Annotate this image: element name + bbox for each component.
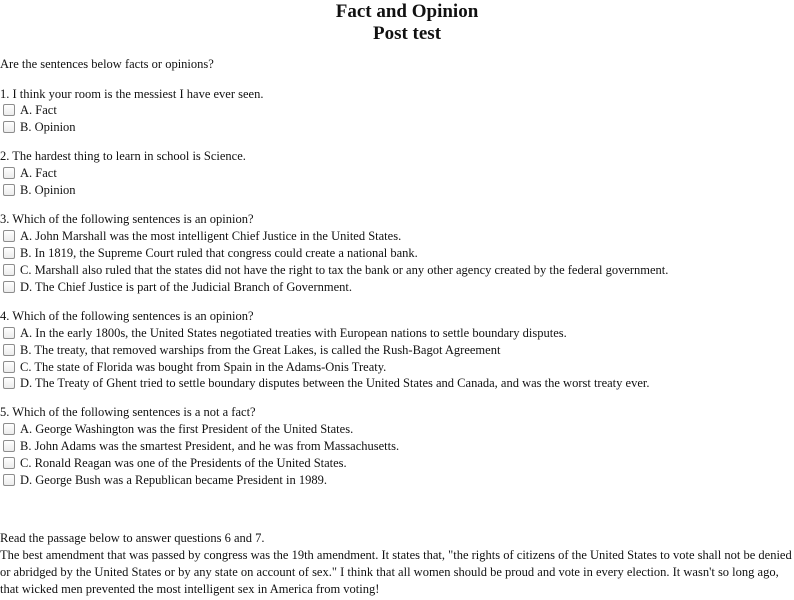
checkbox[interactable] [3, 104, 15, 116]
option-label: D. The Treaty of Ghent tried to settle boundary disputes between the United States and Canada, and was the worst treaty ever. [20, 376, 650, 390]
checkbox[interactable] [3, 423, 15, 435]
option-label: A. Fact [20, 166, 57, 180]
question-4-option-d[interactable] [3, 375, 649, 391]
checkbox[interactable] [3, 230, 15, 242]
option-label: B. In 1819, the Supreme Court ruled that congress could create a national bank. [20, 246, 418, 260]
option-label: B. Opinion [20, 183, 76, 197]
checkbox[interactable] [3, 121, 15, 133]
page-title: Fact and Opinion [335, 1, 479, 22]
question-3-option-b[interactable] [3, 245, 418, 261]
option-label: D. The Chief Justice is part of the Judicial Branch of Government. [20, 280, 352, 294]
question-5-option-a[interactable] [3, 421, 353, 437]
question-4-option-b[interactable] [3, 342, 500, 358]
reading-passage [0, 530, 792, 598]
question-2-text: 2. The hardest thing to learn in school is Science. [0, 149, 246, 163]
checkbox[interactable] [3, 184, 15, 196]
question-5-option-c[interactable] [3, 455, 347, 471]
question-5-option-b[interactable] [3, 438, 399, 454]
passage-text: The best amendment that was passed by congress was the 19th amendment. It states that, "the rights of citizens of the United States to vote shall not be denied or abridged by the United States or by any state on account of sex." I think that all women should be proud and vote in every election. It wasn't so long ago, that wicked men prevented the most intelligent sex in America from voting! [0, 548, 792, 596]
option-label: A. George Washington was the first President of the United States. [20, 422, 354, 436]
question-3-option-a[interactable] [3, 228, 401, 244]
option-label: A. Fact [20, 103, 57, 117]
checkbox[interactable] [3, 327, 15, 339]
checkbox[interactable] [3, 457, 15, 469]
question-3-option-c[interactable] [3, 262, 668, 278]
passage-intro: Read the passage below to answer questions 6 and 7. [0, 531, 265, 545]
checkbox[interactable] [3, 167, 15, 179]
question-2-option-a[interactable] [3, 165, 57, 181]
option-label: C. Marshall also ruled that the states did not have the right to tax the bank or any other agency created by the federal government. [20, 263, 669, 277]
checkbox[interactable] [3, 440, 15, 452]
question-2-option-b[interactable] [3, 182, 76, 198]
checkbox[interactable] [3, 474, 15, 486]
option-label: C. Ronald Reagan was one of the Presidents of the United States. [20, 456, 347, 470]
page-header [0, 1, 794, 45]
checkbox[interactable] [3, 361, 15, 373]
checkbox[interactable] [3, 344, 15, 356]
option-label: A. John Marshall was the most intelligent Chief Justice in the United States. [20, 229, 402, 243]
question-5-option-d[interactable] [3, 472, 327, 488]
question-1-text: 1. I think your room is the messiest I have ever seen. [0, 87, 264, 101]
question-3-option-d[interactable] [3, 279, 352, 295]
question-4-option-a[interactable] [3, 325, 567, 341]
option-label: B. Opinion [20, 120, 76, 134]
checkbox[interactable] [3, 281, 15, 293]
option-label: D. George Bush was a Republican became President in 1989. [20, 473, 327, 487]
option-label: B. The treaty, that removed warships from the Great Lakes, is called the Rush-Bagot Agreement [20, 343, 501, 357]
question-4-option-c[interactable] [3, 359, 386, 375]
option-label: B. John Adams was the smartest President, and he was from Massachusetts. [20, 439, 400, 453]
question-4-text: 4. Which of the following sentences is an opinion? [0, 309, 254, 323]
option-label: A. In the early 1800s, the United States negotiated treaties with European nations to settle boundary disputes. [20, 326, 567, 340]
question-1-option-a[interactable] [3, 102, 57, 118]
checkbox[interactable] [3, 264, 15, 276]
question-5-text: 5. Which of the following sentences is a not a fact? [0, 405, 256, 419]
instructions: Are the sentences below facts or opinions? [0, 57, 214, 71]
option-label: C. The state of Florida was bought from Spain in the Adams-Onis Treaty. [20, 360, 387, 374]
page-subtitle: Post test [372, 23, 442, 44]
checkbox[interactable] [3, 377, 15, 389]
checkbox[interactable] [3, 247, 15, 259]
question-3-text: 3. Which of the following sentences is an opinion? [0, 212, 254, 226]
question-1-option-b[interactable] [3, 119, 76, 135]
